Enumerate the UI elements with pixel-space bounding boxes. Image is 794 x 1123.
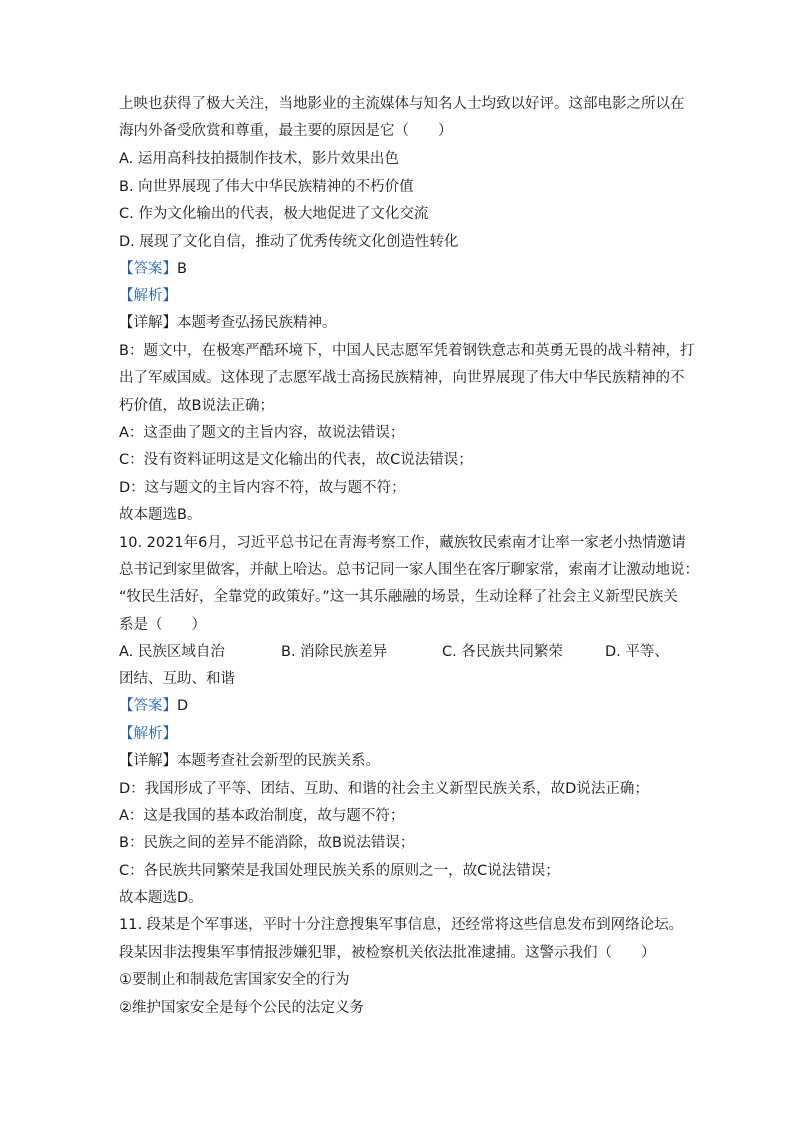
question-10-stem: 10. 2021年6月，习近平总书记在青海考察工作，藏族牧民索南才让率一家老小热情邀请 [119,535,686,551]
explanation-line: D：我国形成了平等、团结、互助、和谐的社会主义新型民族关系，故D说法正确； [119,781,649,797]
detail-tag: 【详解】 [119,315,177,331]
answer-tag: 【答案】 [119,698,177,714]
option-c: C. 作为文化输出的代表，极大地促进了文化交流 [119,206,429,222]
answer-line [119,260,187,278]
answer-line [119,697,188,715]
explanation-line: 故本题选B。 [119,507,202,523]
option-d-continued: 团结、互助、和谐 [119,671,235,687]
analysis-tag: 【解析】 [119,288,177,304]
explanation-line: 出了军威国威。这体现了志愿军战士高扬民族精神，向世界展现了伟大中华民族精神的不 [119,370,685,386]
detail-text: 本题考查社会新型的民族关系。 [177,753,380,769]
detail-tag: 【详解】 [119,753,177,769]
answer-tag: 【答案】 [119,261,177,277]
option-a: A. 运用高科技拍摄制作技术，影片效果出色 [119,151,399,167]
question-stem-line: 海内外备受欣赏和尊重，最主要的原因是它（ ） [119,123,453,139]
explanation-line: D：这与题文的主旨内容不符，故与题不符； [119,480,406,496]
explanation-line: 故本题选D。 [119,890,203,906]
question-10-stem: 系是（ ） [119,617,206,633]
explanation-line: A：这歪曲了题文的主旨内容，故说法错误； [119,425,405,441]
question-10-stem: “牧民生活好，全靠党的政策好。”这一其乐融融的场景，生动诠释了社会主义新型民族关 [119,589,678,605]
question-stem-line: 上映也获得了极大关注，当地影业的主流媒体与知名人士均致以好评。这部电影之所以在 [119,96,685,112]
explanation-line: C：没有资料证明这是文化输出的代表，故C说法错误； [119,452,473,468]
explanation-line: B：题文中，在极寒严酷环境下，中国人民志愿军凭着钢铁意志和英勇无畏的战斗精神，打 [119,343,695,359]
question-11-stem: 11. 段某是个军事迷，平时十分注意搜集军事信息，还经常将这些信息发布到网络论坛。 [119,917,684,933]
explanation-line: B：民族之间的差异不能消除，故B说法错误； [119,835,415,851]
analysis-tag: 【解析】 [119,726,177,742]
detail-text: 本题考查弘扬民族精神。 [177,315,337,331]
explanation-line: 朽价值，故B说法正确； [119,398,274,414]
option-b: B. 消除民族差异 [281,644,388,660]
option-d: D. 展现了文化自信，推动了优秀传统文化创造性转化 [119,234,459,250]
question-10-stem: 总书记到家里做客，并献上哈达。总书记同一家人围坐在客厅聊家常，索南才让激动地说： [119,562,699,578]
option-a: A. 民族区域自治 [119,644,225,660]
option-c: C. 各民族共同繁荣 [442,644,563,660]
statement-2: ②维护国家安全是每个公民的法定义务 [119,1000,364,1016]
detail-line [119,752,380,770]
question-11-stem: 段某因非法搜集军事情报涉嫌犯罪，被检察机关依法批准逮捕。这警示我们（ ） [119,945,656,961]
explanation-line: C：各民族共同繁荣是我国处理民族关系的原则之一，故C说法错误； [119,863,560,879]
question-10-options [119,643,679,661]
answer-value: D [177,698,189,714]
detail-line [119,314,337,332]
answer-value: B [177,261,187,277]
option-d: D. 平等、 [605,644,669,660]
explanation-line: A：这是我国的基本政治制度，故与题不符； [119,808,405,824]
option-b: B. 向世界展现了伟大中华民族精神的不朽价值 [119,179,414,195]
statement-1: ①要制止和制裁危害国家安全的行为 [119,972,350,988]
